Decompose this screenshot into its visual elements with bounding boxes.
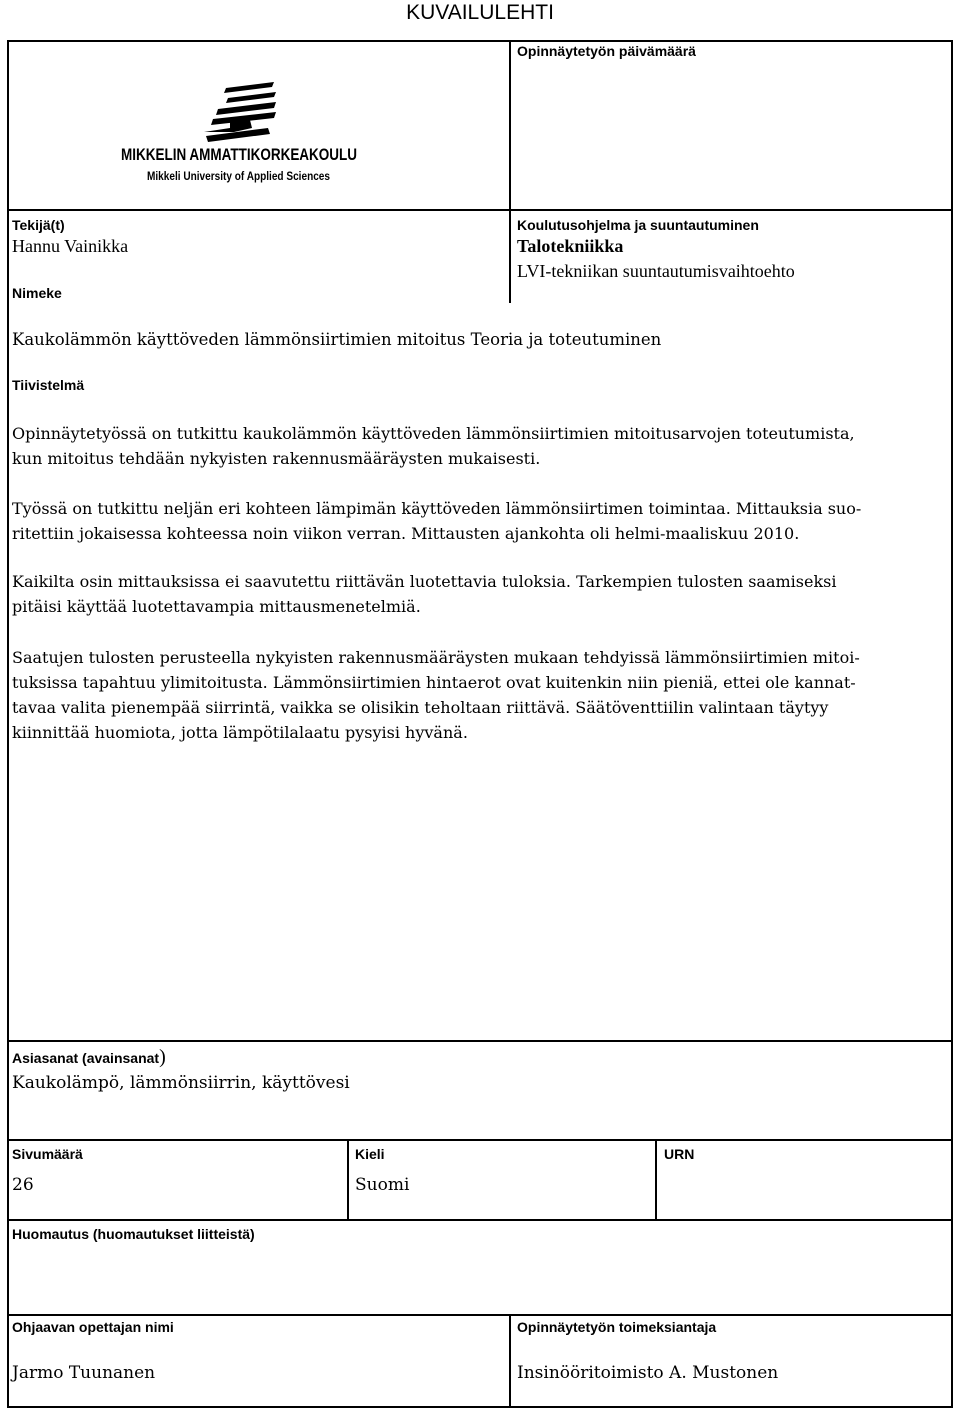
abstract-line: Opinnäytetyössä on tutkittu kaukolämmön käyttöveden lämmönsiirtimien mitoitusarvojen toteutumista, (12, 424, 855, 443)
divider (7, 1040, 953, 1042)
title-label: Nimeke (12, 285, 62, 301)
notes-label: Huomautus (huomautukset liitteistä) (12, 1226, 255, 1242)
divider (655, 1139, 657, 1221)
page-title: KUVAILULEHTI (406, 1, 554, 24)
keywords-label-text: Asiasanat (avainsanat (12, 1050, 160, 1066)
keywords-label-paren: ) (159, 1046, 166, 1068)
commissioner-text: Insinööritoimisto A. Mustonen (517, 1363, 779, 1383)
abstract-paragraph (12, 421, 944, 471)
abstract-line: tuksissa tapahtuu ylimitoitusta. Lämmönsiirtimien hintaerot ovat kuitenkin niin pieniä, ettei ole kannat- (12, 673, 856, 692)
abstract-paragraph (12, 496, 944, 546)
keywords-value[interactable] (12, 1071, 944, 1096)
abstract-line: kun mitoitus tehdään nykyisten rakennusmääräysten mukaisesti. (12, 449, 541, 468)
keywords-label (12, 1046, 166, 1068)
urn-label: URN (664, 1146, 695, 1162)
abstract-paragraph (12, 645, 944, 745)
divider (7, 1314, 953, 1316)
language-value[interactable] (355, 1173, 645, 1198)
logo-subtitle: Mikkeli University of Applied Sciences (147, 171, 330, 183)
pages-value[interactable] (12, 1173, 332, 1198)
pages-label: Sivumäärä (12, 1146, 83, 1162)
divider (509, 1314, 511, 1408)
abstract-line: pitäisi käyttää luotettavampia mittausmenetelmiä. (12, 597, 421, 616)
keywords-text: Kaukolämpö, lämmönsiirrin, käyttövesi (12, 1073, 350, 1093)
abstract-paragraph (12, 569, 944, 619)
mamk-logo-icon (118, 78, 360, 186)
abstract-line: Kaikilta osin mittauksissa ei saavutettu riittävän luotettavia tuloksia. Tarkempien tulosten saamiseksi (12, 572, 837, 591)
supervisor-label: Ohjaavan opettajan nimi (12, 1319, 174, 1335)
divider (7, 1219, 953, 1221)
abstract-line: tavaa valita pienempää siirrintä, vaikka se olisikin teholtaan riittävä. Säätöventtiilin valintaan täytyy (12, 698, 829, 717)
program-value[interactable]: Talotekniikka (517, 236, 624, 256)
commissioner-label: Opinnäytetyön toimeksiantaja (517, 1319, 717, 1335)
abstract-line: ritettiin jokaisessa kohteessa noin viikon verran. Mittausten ajankohta oli helmi-maaliskuu 2010. (12, 524, 800, 543)
title-value[interactable] (12, 327, 944, 352)
divider (347, 1139, 349, 1221)
abstract-line: kiinnittää huomiota, jotta lämpötilalaatu pysyisi hyvänä. (12, 723, 468, 742)
abstract-line: Saatujen tulosten perusteella nykyisten rakennusmääräysten mukaan tehdyissä lämmönsiirtimien mitoi- (12, 648, 860, 667)
program-specialization[interactable]: LVI-tekniikan suuntautumisvaihtoehto (517, 261, 795, 281)
language-label: Kieli (355, 1146, 385, 1162)
title-text: Kaukolämmön käyttöveden lämmönsiirtimien mitoitus Teoria ja toteutuminen (12, 330, 662, 349)
thesis-date-label: Opinnäytetyön päivämäärä (517, 43, 696, 59)
program-label: Koulutusohjelma ja suuntautuminen (517, 217, 759, 233)
logo-name: MIKKELIN AMMATTIKORKEAKOULU (121, 146, 357, 164)
language-text: Suomi (355, 1175, 410, 1195)
abstract-line: Työssä on tutkittu neljän eri kohteen lämpimän käyttöveden lämmönsiirtimen toimintaa. Mittauksia suo- (12, 499, 862, 518)
supervisor-value[interactable] (12, 1361, 502, 1386)
divider (7, 1139, 953, 1141)
commissioner-value[interactable] (517, 1361, 947, 1386)
author-value[interactable]: Hannu Vainikka (12, 236, 129, 256)
supervisor-text: Jarmo Tuunanen (12, 1363, 156, 1383)
divider (509, 40, 511, 303)
abstract-label: Tiivistelmä (12, 377, 85, 393)
pages-text: 26 (12, 1175, 34, 1195)
divider (7, 209, 953, 211)
author-label: Tekijä(t) (12, 217, 65, 233)
